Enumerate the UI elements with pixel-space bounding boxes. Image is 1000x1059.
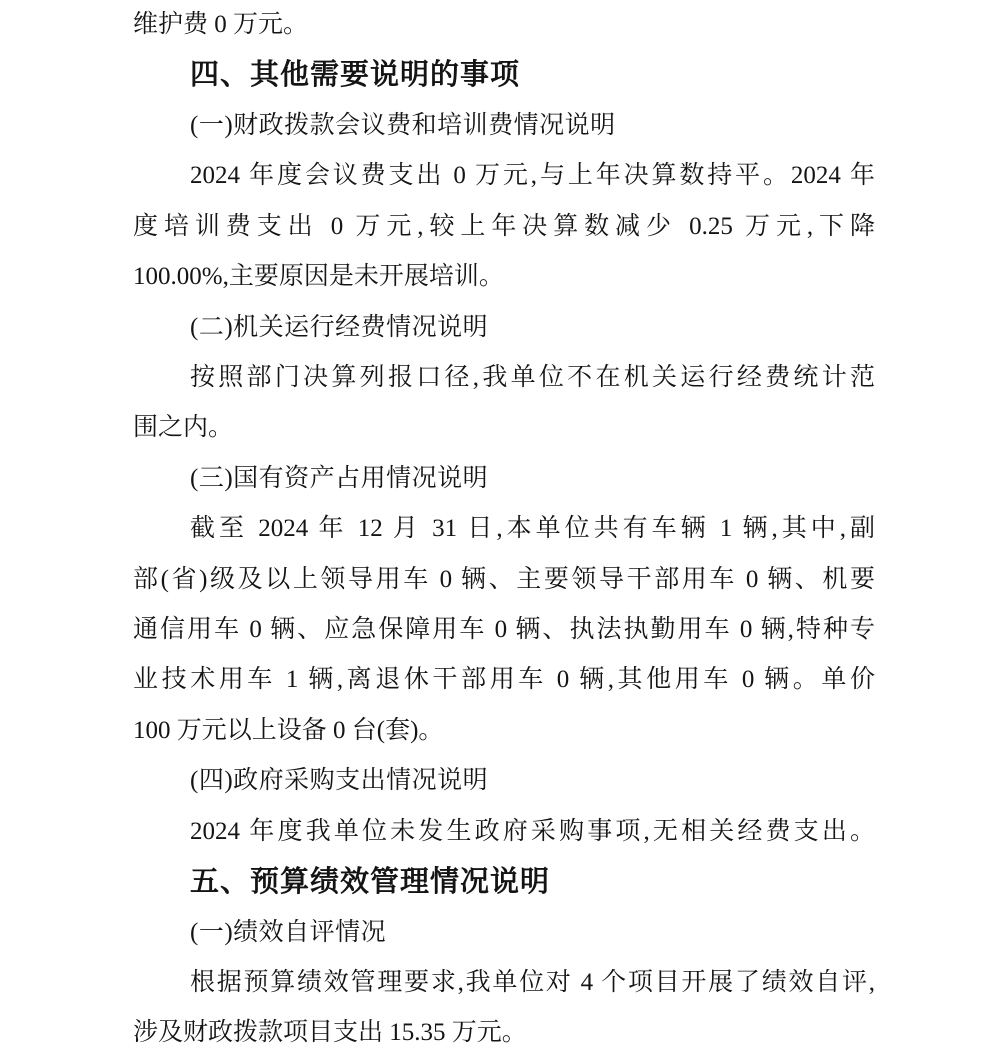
paragraph-line-self-eval-1: 根据预算绩效管理要求,我单位对 4 个项目开展了绩效自评,: [190, 969, 875, 997]
paragraph-line-assets-5: 100 万元以上设备 0 台(套)。: [133, 716, 444, 744]
paragraph-line-operating-1: 按照部门决算列报口径,我单位不在机关运行经费统计范: [190, 363, 875, 391]
document-text-block: [133, 0, 875, 1059]
paragraph-line-assets-3: 通信用车 0 辆、应急保障用车 0 辆、执法执勤用车 0 辆,特种专: [133, 616, 875, 644]
paragraph-line-meeting-fee-2: 度培训费支出 0 万元,较上年决算数减少 0.25 万元,下降: [133, 212, 875, 240]
paragraph-line-assets-4: 业技术用车 1 辆,离退休干部用车 0 辆,其他用车 0 辆。单价: [133, 666, 875, 694]
paragraph-line-assets-1: 截至 2024 年 12 月 31 日,本单位共有车辆 1 辆,其中,副: [190, 515, 875, 543]
paragraph-line-self-eval-2: 涉及财政拨款项目支出 15.35 万元。: [133, 1019, 527, 1047]
paragraph-line-assets-2: 部(省)级及以上领导用车 0 辆、主要领导干部用车 0 辆、机要: [133, 565, 875, 593]
subheading-4-3-state-assets: (三)国有资产占用情况说明: [190, 464, 489, 492]
subheading-4-2-operating-funds: (二)机关运行经费情况说明: [190, 313, 489, 341]
section-heading-4-other-items: 四、其他需要说明的事项: [190, 59, 521, 92]
subheading-4-4-gov-procurement: (四)政府采购支出情况说明: [190, 767, 489, 795]
paragraph-line-meeting-fee-1: 2024 年度会议费支出 0 万元,与上年决算数持平。2024 年: [190, 162, 875, 190]
paragraph-tail-maintenance-fee: 维护费 0 万元。: [133, 11, 309, 38]
section-heading-5-performance: 五、预算绩效管理情况说明: [190, 866, 551, 899]
subheading-4-1-meeting-training: (一)财政拨款会议费和培训费情况说明: [190, 111, 616, 139]
paragraph-line-meeting-fee-3: 100.00%,主要原因是未开展培训。: [133, 263, 504, 291]
paragraph-line-procurement: 2024 年度我单位未发生政府采购事项,无相关经费支出。: [190, 817, 875, 845]
subheading-5-1-self-evaluation: (一)绩效自评情况: [190, 918, 387, 946]
paragraph-line-operating-2: 围之内。: [133, 414, 234, 442]
